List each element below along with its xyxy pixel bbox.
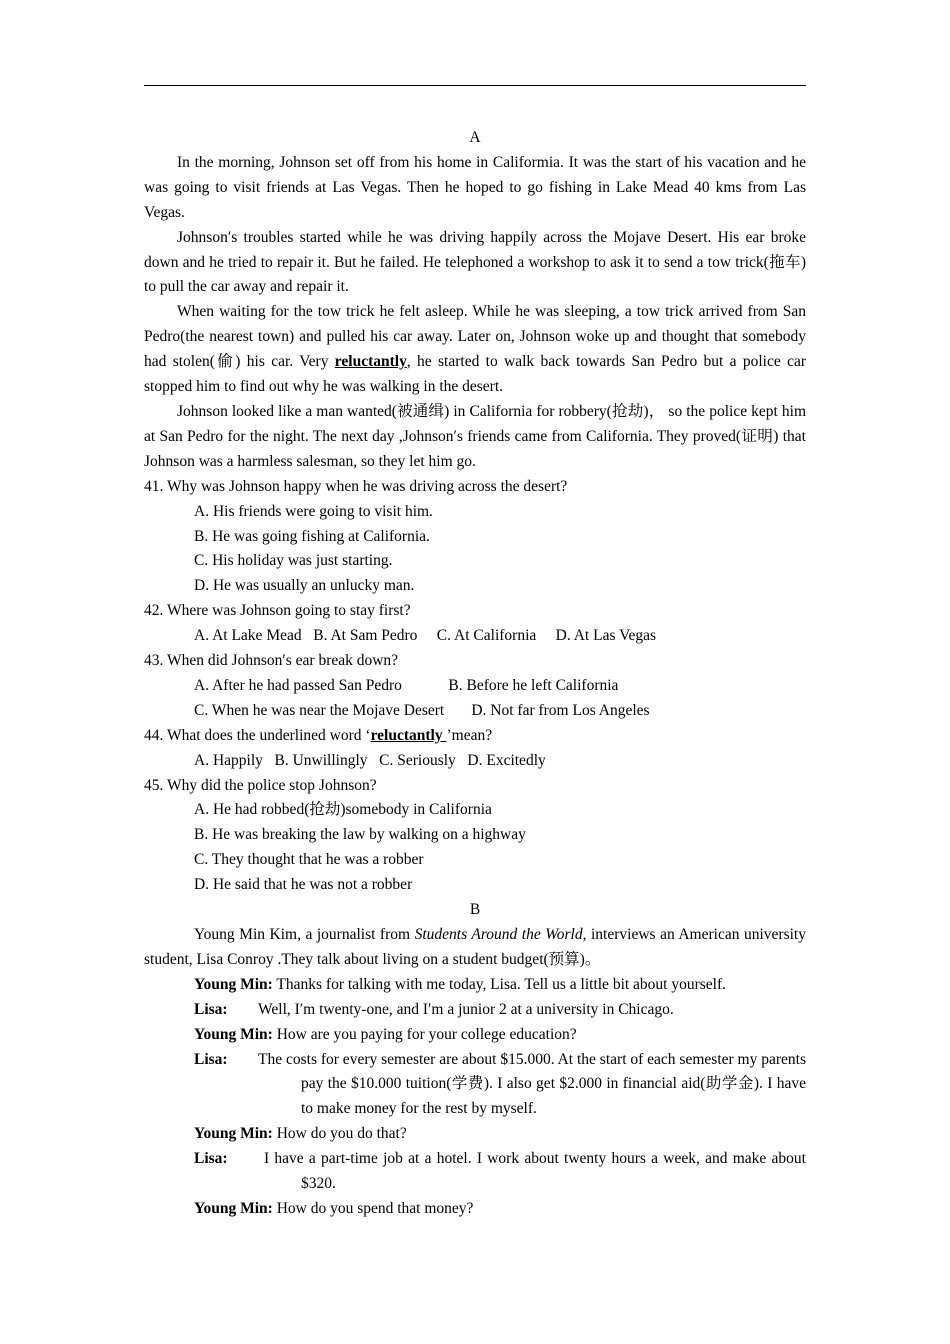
speaker-lisa: Lisa:	[194, 1150, 228, 1168]
dialogue-line-2	[144, 998, 806, 1023]
option-45-d: D. He said that he was not a robber	[194, 876, 413, 894]
speaker-lisa: Lisa:	[194, 1050, 228, 1068]
section-a-heading: A	[469, 129, 481, 146]
p3-text-after: , he started to walk back towards San Pedro but a police car stopped him to find out why he was walking in the desert.	[144, 353, 807, 396]
dialogue-text: How do you do that?	[272, 1125, 407, 1143]
option-41-d: D. He was usually an unlucky man.	[194, 577, 415, 595]
dialogue-text: How are you paying for your college education?	[272, 1025, 577, 1043]
dialogue-text: Well, I′m twenty-one, and I′m a junior 2 at a university in Chicago.	[258, 1000, 674, 1018]
header-rule	[144, 85, 806, 86]
options-42: A. At Lake Mead B. At Sam Pedro C. At California D. At Las Vegas	[194, 627, 657, 645]
section-b-intro	[144, 923, 806, 973]
question-44	[144, 724, 806, 749]
dialogue-line-3	[144, 1023, 806, 1048]
question-41: 41. Why was Johnson happy when he was driving across the desert?	[144, 477, 568, 495]
dialogue-line-5	[144, 1122, 806, 1147]
dialogue-text: The costs for every semester are about $15.000. At the start of each semester my parents pay the $10.000 tuition(学费). I also get $2.000 in financial aid(助学金). I have to make money for the rest by myself.	[258, 1050, 806, 1118]
p3-text-before: When waiting for the tow trick he felt asleep. While he was sleeping, a tow trick arrived from San Pedro(the nearest town) and pulled his car away. Later on, Johnson woke up and thought that somebody had stolen(偷) his car. Very	[144, 303, 806, 371]
section-a-paragraph-2: Johnson′s troubles started while he was driving happily across the Mojave Desert. His ear broke down and he tried to repair it. But he failed. He telephoned a workshop to ask it to send a tow trick(拖车) to pull the car away and repair it.	[144, 228, 806, 296]
dialogue-line-4	[144, 1048, 806, 1123]
option-45-b: B. He was breaking the law by walking on a highway	[194, 826, 526, 844]
speaker-young-min: Young Min:	[194, 1125, 273, 1143]
dialogue-line-6	[144, 1147, 806, 1197]
speaker-young-min: Young Min:	[194, 975, 273, 993]
dialogue-text: Thanks for talking with me today, Lisa. Tell us a little bit about yourself.	[272, 975, 727, 993]
speaker-young-min: Young Min:	[194, 1025, 273, 1043]
section-b-heading: B	[469, 901, 481, 919]
option-41-c: C. His holiday was just starting.	[194, 552, 393, 570]
option-45-a: A. He had robbed(抢劫)somebody in California	[194, 801, 492, 819]
dialogue-text: I have a part-time job at a hotel. I work about twenty hours a week, and make about $320.	[264, 1150, 806, 1193]
intro-text-after: interviews an American university student, Lisa Conroy .They talk about living on a student budget(预算)。	[144, 926, 806, 968]
intro-text-before: Young Min Kim, a journalist from	[194, 926, 415, 943]
section-a-paragraph-4: Johnson looked like a man wanted(被通缉) in California for robbery(抢劫)， so the police kept him at San Pedro for the night. The next day ,Johnson′s friends came from California. They proved(证明) that Johnson was a harmless salesman, so they let him go.	[144, 402, 806, 470]
section-a-paragraph-3	[144, 300, 806, 400]
question-43: 43. When did Johnson′s ear break down?	[144, 652, 399, 670]
q44-text-before: 44. What does the underlined word ‘	[144, 726, 371, 744]
q44-underlined-word: reluctantly	[370, 726, 447, 744]
dialogue-text: How do you spend that money?	[272, 1199, 474, 1217]
section-a-paragraph-1: In the morning, Johnson set off from his home in Califormia. It was the start of his vacation and he was going to visit friends at Las Vegas. Then he hoped to go fishing in Lake Mead 40 kms from Las Vegas.	[144, 153, 806, 221]
option-45-c: C. They thought that he was a robber	[194, 851, 424, 869]
dialogue-line-1	[144, 973, 806, 998]
dialogue-line-7	[144, 1197, 806, 1222]
q44-text-after: ’mean?	[446, 726, 493, 744]
question-45: 45. Why did the police stop Johnson?	[144, 776, 377, 794]
publication-title: Students Around the World,	[414, 926, 587, 943]
options-44: A. Happily B. Unwillingly C. Seriously D. Excitedly	[194, 751, 546, 769]
options-43-ab: A. After he had passed San Pedro B. Before he left California	[194, 676, 619, 694]
options-43-cd: C. When he was near the Mojave Desert D. Not far from Los Angeles	[194, 701, 650, 719]
speaker-young-min: Young Min:	[194, 1199, 273, 1217]
option-41-b: B. He was going fishing at California.	[194, 527, 430, 545]
document-page	[144, 126, 806, 1222]
question-42: 42. Where was Johnson going to stay first?	[144, 602, 411, 620]
underlined-word: reluctantly	[334, 353, 407, 371]
speaker-lisa: Lisa:	[194, 1000, 228, 1018]
option-41-a: A. His friends were going to visit him.	[194, 502, 433, 520]
